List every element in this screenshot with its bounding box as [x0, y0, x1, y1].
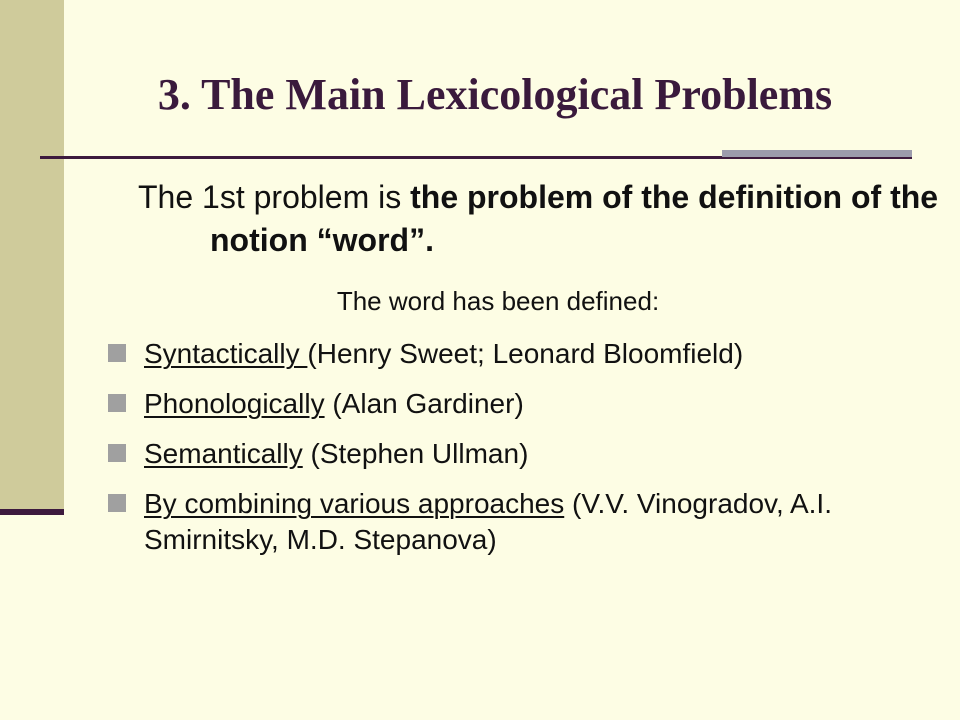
- intro-emphasis: the problem of the definition of the notion “word”.: [210, 179, 939, 258]
- square-bullet-icon: [108, 344, 126, 362]
- intro-statement: [138, 176, 960, 262]
- square-bullet-icon: [108, 494, 126, 512]
- definition-subheading: The word has been defined:: [336, 286, 660, 316]
- approach-authors: (Stephen Ullman): [302, 438, 529, 469]
- side-band: [0, 0, 64, 512]
- list-item: [108, 336, 888, 372]
- approach-term: By combining various approaches: [144, 488, 565, 519]
- approach-term: Syntactically: [144, 338, 308, 369]
- list-item: [108, 486, 888, 558]
- approach-authors: (Henry Sweet; Leonard Bloomfield): [307, 338, 744, 369]
- square-bullet-icon: [108, 444, 126, 462]
- approach-term: Phonologically: [144, 388, 325, 419]
- definition-list: [108, 336, 888, 558]
- slide-title: 3. The Main Lexicological Problems: [157, 70, 833, 119]
- list-item: [108, 386, 888, 422]
- approach-authors: (Alan Gardiner): [324, 388, 524, 419]
- square-bullet-icon: [108, 394, 126, 412]
- approach-term: Semantically: [144, 438, 303, 469]
- intro-prefix: The 1st problem is: [138, 179, 411, 215]
- title-accent-bar: [722, 150, 912, 157]
- side-band-rule: [0, 509, 64, 515]
- list-item: [108, 436, 888, 472]
- approach-authors: (V.V. Vinogradov, A.I. Smirnitsky, M.D. Stepanova): [144, 488, 832, 555]
